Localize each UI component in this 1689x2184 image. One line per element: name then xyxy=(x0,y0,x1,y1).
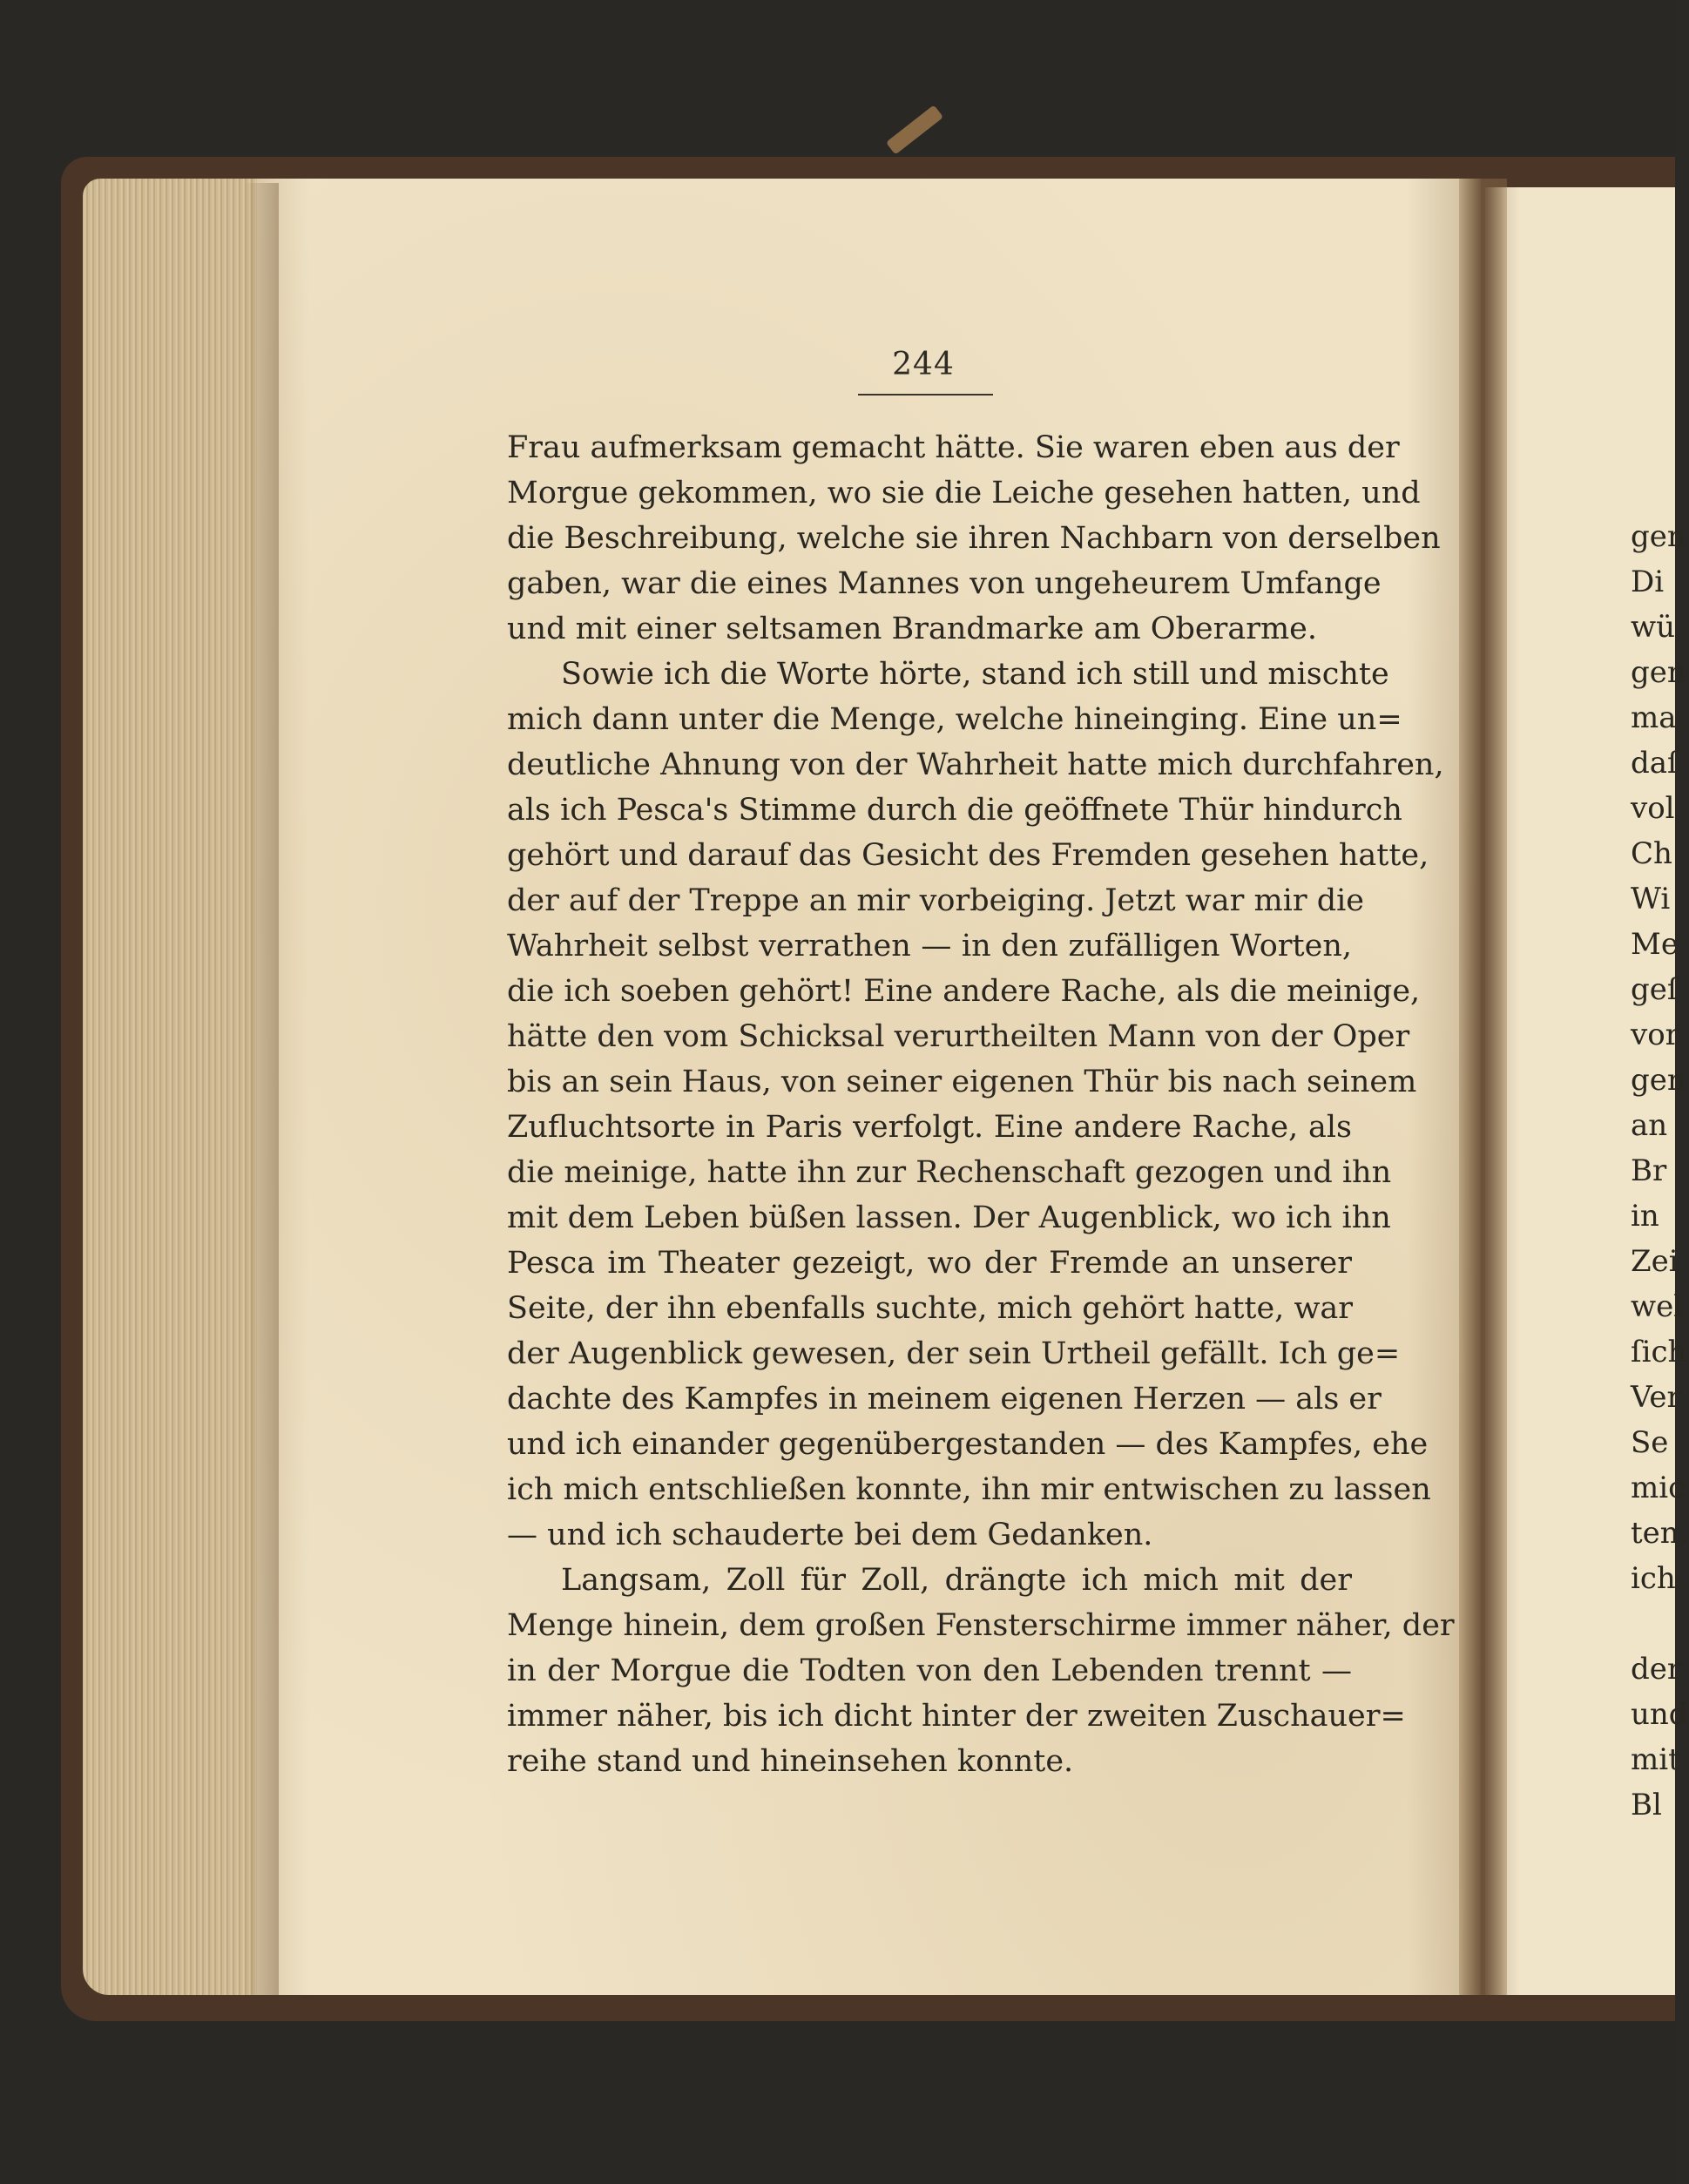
facing-line-fragment: mic xyxy=(1631,1471,1686,1505)
facing-line-fragment: ich xyxy=(1631,1561,1676,1596)
text-line: die Beschreibung, welche sie ihren Nachbarn von derselben xyxy=(507,521,1441,556)
text-line: immer näher, bis ich dicht hinter der zweiten Zuschauer= xyxy=(507,1699,1406,1734)
facing-line-fragment: ſich xyxy=(1631,1335,1687,1369)
facing-line-fragment: vol xyxy=(1631,791,1675,826)
facing-line-fragment: Se xyxy=(1631,1425,1669,1460)
facing-line-fragment: Br xyxy=(1631,1153,1667,1188)
text-line: ich mich entschließen konnte, ihn mir entwischen zu lassen xyxy=(507,1472,1431,1507)
facing-line-fragment: und xyxy=(1631,1697,1688,1732)
facing-line-fragment: Bl xyxy=(1631,1788,1662,1822)
page-number-rule xyxy=(858,394,993,396)
text-line: Seite, der ihn ebenfalls suchte, mich gehört hatte, war xyxy=(507,1291,1353,1326)
facing-line-fragment: vor xyxy=(1631,1018,1679,1052)
text-line: Sowie ich die Worte hörte, stand ich still und mischte xyxy=(561,657,1389,692)
page-text xyxy=(507,425,1455,1784)
facing-line-fragment: ten. xyxy=(1631,1516,1689,1551)
facing-line-fragment: wü xyxy=(1631,610,1675,645)
text-line: reihe stand und hineinsehen konnte. xyxy=(507,1744,1074,1779)
facing-line-fragment: gen xyxy=(1631,1063,1686,1098)
text-line: gaben, war die eines Mannes von ungeheurem Umfange xyxy=(507,566,1382,601)
text-line: der auf der Treppe an mir vorbeiging. Jetzt war mir die xyxy=(507,883,1364,918)
text-line: Wahrheit selbst verrathen — in den zufälligen Worten, xyxy=(507,929,1352,964)
text-line: Pesca im Theater gezeigt, wo der Fremde an unserer xyxy=(507,1246,1352,1281)
facing-line-fragment: mit xyxy=(1631,1742,1680,1777)
text-line: mich dann unter die Menge, welche hineinging. Eine un= xyxy=(507,702,1402,737)
facing-line-fragment: Ch xyxy=(1631,836,1672,871)
text-line: bis an sein Haus, von seiner eigenen Thür bis nach seinem xyxy=(507,1065,1417,1099)
text-line: als ich Pesca's Stimme durch die geöffnete Thür hindurch xyxy=(507,793,1402,828)
book-gutter xyxy=(1459,179,1507,1995)
text-line: die ich soeben gehört! Eine andere Rache, als die meinige, xyxy=(507,974,1421,1009)
text-line: dachte des Kampfes in meinem eigenen Herzen — als er xyxy=(507,1382,1382,1417)
page-number: 244 xyxy=(892,347,955,382)
facing-line-fragment: wel xyxy=(1631,1289,1684,1324)
text-line: Morgue gekommen, wo sie die Leiche gesehen hatten, und xyxy=(507,476,1421,511)
facing-line-fragment: Di xyxy=(1631,565,1665,599)
text-line: Langsam, Zoll für Zoll, drängte ich mich mit der xyxy=(561,1563,1352,1598)
bookmark-ribbon xyxy=(886,105,943,154)
facing-line-fragment: daſ xyxy=(1631,746,1679,781)
facing-line-fragment: an xyxy=(1631,1108,1668,1143)
text-line: in der Morgue die Todten von den Lebenden trennt — xyxy=(507,1653,1352,1688)
facing-line-fragment: Me xyxy=(1631,927,1679,962)
text-line: und mit einer seltsamen Brandmarke am Oberarme. xyxy=(507,612,1317,646)
facing-line-fragment: Wi xyxy=(1631,882,1671,916)
facing-line-fragment: Zei xyxy=(1631,1244,1679,1279)
facing-line-fragment: gen xyxy=(1631,519,1686,554)
page-edge-shadow xyxy=(244,183,279,1995)
text-line: deutliche Ahnung von der Wahrheit hatte mich durchfahren, xyxy=(507,747,1444,782)
facing-line-fragment: geſ xyxy=(1631,972,1679,1007)
page-edges xyxy=(83,179,270,1995)
text-line: Frau aufmerksam gemacht hätte. Sie waren eben aus der xyxy=(507,430,1400,465)
text-line: mit dem Leben büßen lassen. Der Augenblick, wo ich ihn xyxy=(507,1200,1391,1235)
text-line: Menge hinein, dem großen Fensterschirme immer näher, der xyxy=(507,1608,1455,1643)
text-line: der Augenblick gewesen, der sein Urtheil gefällt. Ich ge= xyxy=(507,1336,1401,1371)
facing-line-fragment: Ver xyxy=(1631,1380,1681,1415)
text-line: die meinige, hatte ihn zur Rechenschaft gezogen und ihn xyxy=(507,1155,1392,1190)
text-line: gehört und darauf das Gesicht des Fremden gesehen hatte, xyxy=(507,838,1429,873)
facing-line-fragment: in xyxy=(1631,1199,1659,1234)
text-line: Zufluchtsorte in Paris verfolgt. Eine andere Rache, als xyxy=(507,1110,1352,1145)
text-line: und ich einander gegenübergestanden — des Kampfes, ehe xyxy=(507,1427,1429,1462)
text-line: hätte den vom Schicksal verurtheilten Mann von der Oper xyxy=(507,1019,1410,1054)
text-line: — und ich schauderte bei dem Gedanken. xyxy=(507,1518,1153,1552)
facing-line-fragment: der xyxy=(1631,1652,1682,1687)
facing-page-text xyxy=(1631,514,1689,1828)
facing-line-gap xyxy=(1631,1601,1683,1646)
facing-line-fragment: gen xyxy=(1631,655,1686,690)
facing-line-fragment: ma xyxy=(1631,700,1677,735)
